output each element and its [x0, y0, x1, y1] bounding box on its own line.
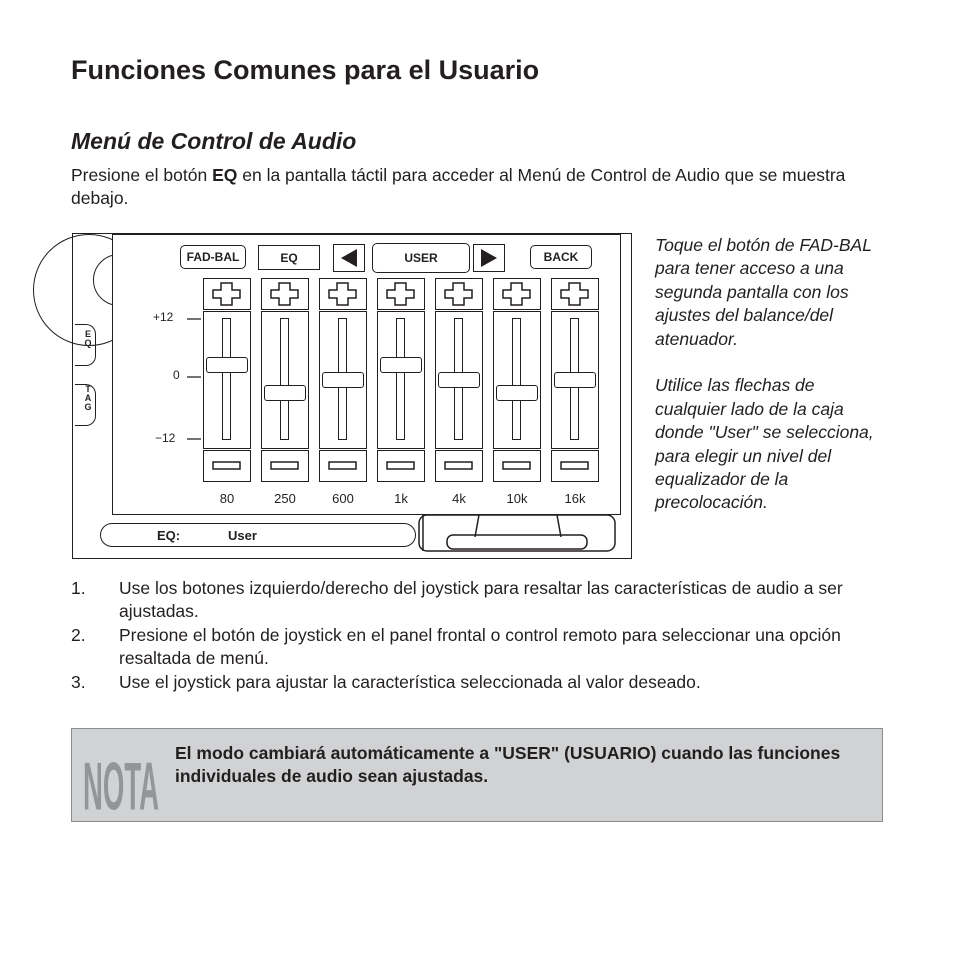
plus-icon: [494, 279, 539, 308]
step-text: Use el joystick para ajustar la característica seleccionada al valor deseado.: [119, 671, 701, 692]
band-frequency-label: 80: [219, 491, 235, 506]
band-plus-button[interactable]: [377, 278, 425, 310]
band-slider[interactable]: [319, 311, 367, 449]
step-text: Presione el botón de joystick en el panel frontal o control remoto para seleccionar una opción resaltada de menú.: [119, 624, 841, 669]
plus-icon: [378, 279, 423, 308]
band-minus-button[interactable]: [435, 450, 483, 482]
step-number: 1.: [71, 578, 86, 598]
band-plus-button[interactable]: [493, 278, 541, 310]
band-minus-button[interactable]: [551, 450, 599, 482]
side-tab-eq-outline: [75, 324, 96, 366]
page-title: Funciones Comunes para el Usuario: [71, 55, 540, 85]
nota-badge-text: NOTA: [83, 748, 159, 824]
band-frequency-label: 16k: [564, 491, 586, 506]
slider-track: [280, 318, 289, 440]
slider-knob[interactable]: [322, 372, 364, 388]
step-number: 2.: [71, 624, 86, 645]
plus-icon: [320, 279, 365, 308]
band-minus-button[interactable]: [319, 450, 367, 482]
eq-panel: [112, 234, 621, 515]
intro-paragraph: [71, 164, 871, 210]
band-slider[interactable]: [493, 311, 541, 449]
step-item: [71, 671, 891, 694]
note-text: El modo cambiará automáticamente a "USER" (USUARIO) cuando las funciones individuales de audio sean ajustadas.: [175, 743, 841, 787]
slider-track: [222, 318, 231, 440]
intro-text-before: Presione el botón: [71, 165, 213, 185]
status-label: EQ:: [157, 528, 181, 543]
band-frequency-label: 4k: [452, 491, 466, 506]
step-item: [71, 577, 891, 624]
preset-left-arrow-button[interactable]: [333, 244, 365, 272]
band-minus-button[interactable]: [377, 450, 425, 482]
slider-knob[interactable]: [264, 385, 306, 401]
step-number: 3.: [71, 671, 86, 692]
side-tab-tag-outline: [75, 384, 96, 426]
minus-icon: [204, 451, 249, 480]
plus-icon: [552, 279, 597, 308]
band-plus-button[interactable]: [261, 278, 309, 310]
band-slider[interactable]: [435, 311, 483, 449]
minus-icon: [436, 451, 481, 480]
plus-icon: [204, 279, 249, 308]
user-preset-button[interactable]: USER: [372, 243, 470, 273]
step-item: [71, 624, 891, 671]
status-value: User: [228, 528, 257, 543]
band-plus-button[interactable]: [319, 278, 367, 310]
preset-right-arrow-button[interactable]: [473, 244, 505, 272]
side-note: [655, 234, 890, 538]
band-plus-button[interactable]: [203, 278, 251, 310]
band-minus-button[interactable]: [203, 450, 251, 482]
side-note-arrows: Utilice las flechas de cualquier lado de la caja donde "User" se selecciona, para elegir un nivel del equalizador de la precolocación.: [655, 375, 874, 513]
left-arrow-icon: [341, 249, 357, 267]
side-tab-eq[interactable]: E Q: [84, 329, 92, 348]
minus-icon: [262, 451, 307, 480]
band-plus-button[interactable]: [551, 278, 599, 310]
minus-icon: [378, 451, 423, 480]
slider-knob[interactable]: [206, 357, 248, 373]
band-plus-button[interactable]: [435, 278, 483, 310]
band-frequency-label: 10k: [506, 491, 528, 506]
eq-button[interactable]: EQ: [258, 245, 320, 270]
intro-eq-bold: EQ: [212, 165, 238, 185]
slider-knob[interactable]: [380, 357, 422, 373]
plus-icon: [262, 279, 307, 308]
slider-track: [396, 318, 405, 440]
steps-list: [71, 577, 891, 694]
side-tab-tag[interactable]: T A G: [84, 384, 92, 412]
section-title: Menú de Control de Audio: [71, 128, 357, 154]
band-slider[interactable]: [261, 311, 309, 449]
band-slider[interactable]: [203, 311, 251, 449]
note-box: [71, 728, 883, 822]
plus-icon: [436, 279, 481, 308]
audio-control-screen-illustration: [72, 233, 632, 559]
band-frequency-label: 600: [332, 491, 354, 506]
back-button[interactable]: BACK: [530, 245, 592, 269]
slider-knob[interactable]: [438, 372, 480, 388]
band-slider[interactable]: [551, 311, 599, 449]
nota-badge: [80, 739, 162, 824]
status-bar: [100, 523, 416, 547]
scale-label-top: +12: [153, 310, 174, 324]
minus-icon: [552, 451, 597, 480]
fad-bal-button[interactable]: FAD-BAL: [180, 245, 246, 269]
slider-track: [512, 318, 521, 440]
band-frequency-label: 1k: [394, 491, 408, 506]
scale-ticks: [187, 319, 203, 449]
step-text: Use los botones izquierdo/derecho del joystick para resaltar las características de audio a ser ajustadas.: [119, 578, 843, 622]
band-slider[interactable]: [377, 311, 425, 449]
scale-label-bottom: −12: [155, 431, 176, 445]
band-frequency-label: 250: [274, 491, 296, 506]
scale-label-mid: 0: [173, 368, 180, 382]
device-lower-panel: [417, 515, 633, 560]
band-minus-button[interactable]: [261, 450, 309, 482]
slider-knob[interactable]: [496, 385, 538, 401]
intro-text-after: en la pantalla táctil para acceder al Menú de Control de Audio que se muestra debajo.: [71, 165, 846, 208]
slider-knob[interactable]: [554, 372, 596, 388]
minus-icon: [320, 451, 365, 480]
side-note-fad-bal: Toque el botón de FAD-BAL para tener acceso a una segunda pantalla con los ajustes del balance/del atenuador.: [655, 235, 872, 349]
minus-icon: [494, 451, 539, 480]
band-minus-button[interactable]: [493, 450, 541, 482]
right-arrow-icon: [481, 249, 497, 267]
